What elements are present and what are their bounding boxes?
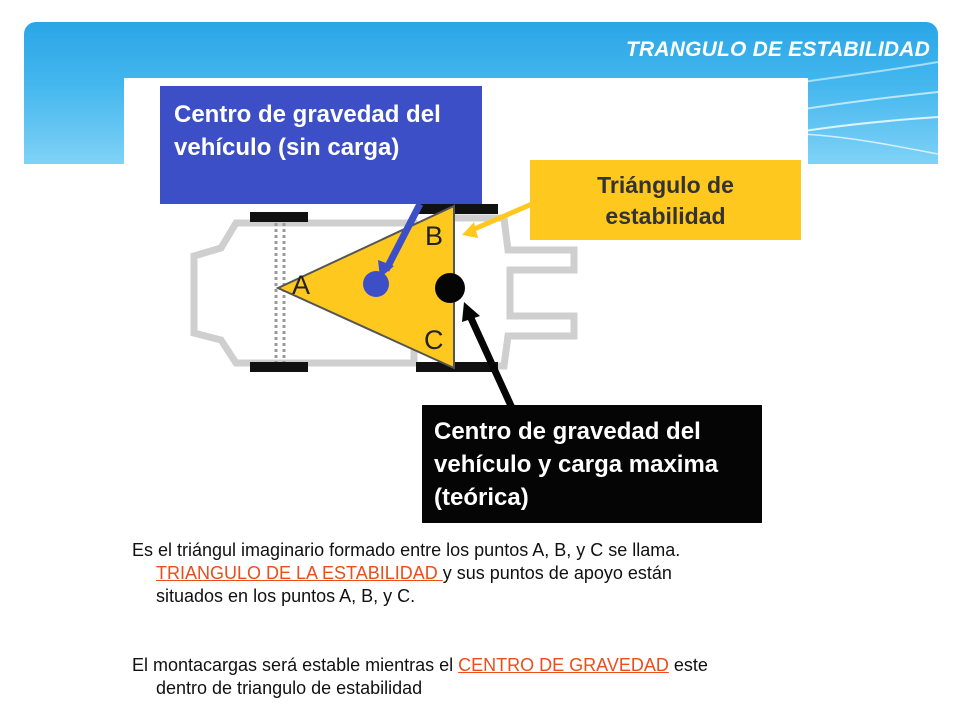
slide-title: TRANGULO DE ESTABILIDAD (625, 38, 930, 61)
paragraph-triangle (132, 539, 912, 608)
callout-cg-empty: Centro de gravedad del vehículo (sin carga) (160, 86, 482, 204)
p2-rest: este (668, 655, 708, 675)
paragraph-gravity (132, 654, 912, 700)
point-label-a: A (292, 270, 311, 300)
p2-line2: dentro de triangulo de estabilidad (156, 678, 423, 698)
p1-line2-rest: y sus puntos de apoyo están (442, 563, 672, 583)
p2-start: El montacargas será estable mientras el (132, 655, 459, 675)
triangle-highlight: TRIANGULO DE LA ESTABILIDAD (156, 563, 443, 583)
point-label-b: B (425, 221, 444, 251)
front-wheel-top (416, 204, 498, 214)
p1-line2 (132, 562, 912, 585)
cg-loaded-dot (435, 273, 465, 303)
gravity-highlight: CENTRO DE GRAVEDAD (458, 655, 669, 675)
cg-empty-dot (363, 271, 389, 297)
p1-line3: situados en los puntos A, B, y C. (156, 586, 416, 606)
front-wheel-bottom (416, 362, 498, 372)
callout-cg-loaded: Centro de gravedad del vehículo y carga maxima (teórica) (422, 405, 762, 523)
rear-wheel-top (250, 212, 308, 222)
callout-stability-triangle: Triángulo de estabilidad (530, 160, 801, 240)
p2-line1 (132, 655, 708, 675)
arrow-head-cg-loaded (462, 302, 480, 322)
point-label-c: C (424, 325, 444, 355)
truck-front-outline (454, 218, 574, 366)
rear-wheel-bottom (250, 362, 308, 372)
arrow-head-triangle (462, 222, 478, 238)
p1-line1: Es el triángul imaginario formado entre los puntos A, B, y C se llama. (132, 540, 681, 560)
